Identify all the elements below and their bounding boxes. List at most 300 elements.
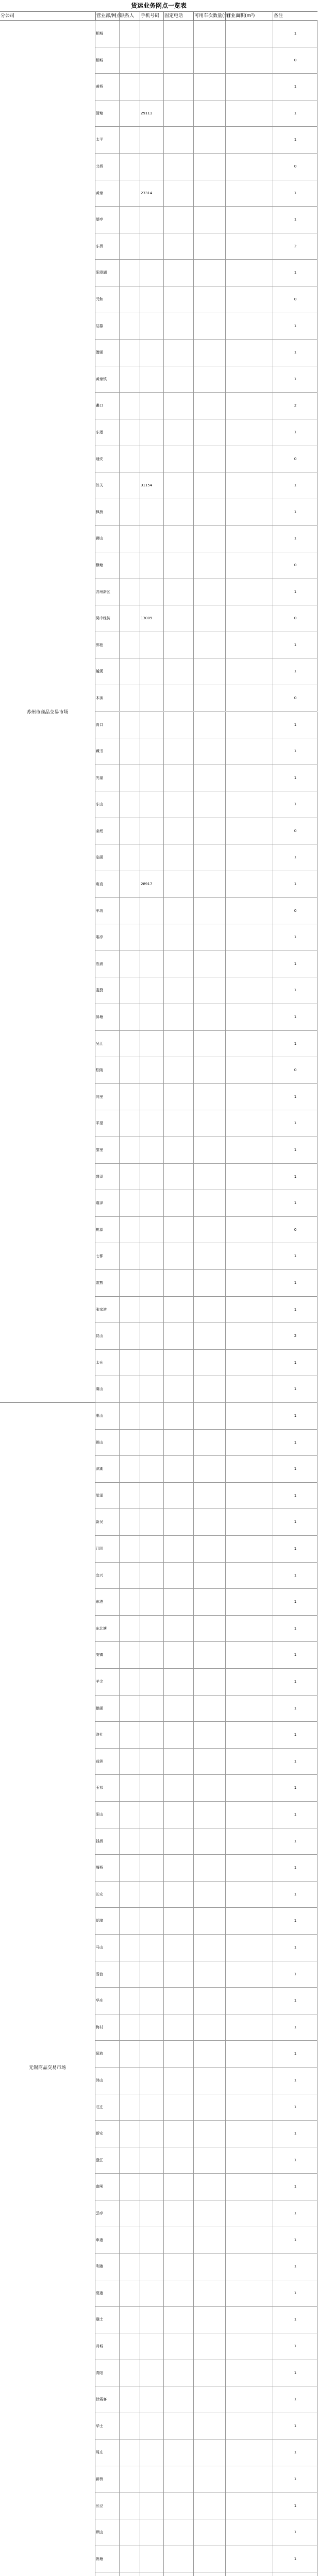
table-cell: 唯亭 — [96, 935, 103, 940]
table-cell — [193, 154, 225, 180]
table-cell: 安镇 — [96, 1653, 103, 1657]
table-cell — [225, 1642, 273, 1668]
table-cell — [140, 21, 163, 47]
table-row — [95, 1722, 317, 1749]
table-cell — [140, 1961, 163, 1988]
table-cell — [193, 685, 225, 711]
table-cell — [119, 313, 140, 340]
table-cell: 1 — [273, 2200, 317, 2227]
table-cell — [119, 1164, 140, 1190]
table-cell — [163, 446, 193, 472]
table-cell — [163, 419, 193, 446]
table-row — [95, 340, 317, 366]
table-cell — [119, 1669, 140, 1695]
table-cell — [119, 1882, 140, 1908]
table-cell — [140, 2253, 163, 2280]
table-cell: 1 — [273, 1696, 317, 1722]
table-cell — [163, 844, 193, 871]
table-row — [95, 260, 317, 286]
table-cell — [140, 844, 163, 871]
table-cell — [119, 712, 140, 738]
table-cell — [119, 579, 140, 605]
table-cell: 临湖 — [96, 855, 103, 860]
table-cell — [163, 2041, 193, 2067]
table-cell: 夏港 — [96, 2291, 103, 2295]
table-cell — [119, 552, 140, 579]
table-cell — [193, 632, 225, 658]
table-cell: 1 — [273, 2386, 317, 2413]
table-cell — [163, 2466, 193, 2493]
table-cell: 1 — [273, 1589, 317, 1615]
table-cell — [119, 2439, 140, 2466]
table-cell — [119, 2094, 140, 2121]
table-cell — [225, 791, 273, 818]
table-cell — [163, 100, 193, 127]
table-cell — [163, 738, 193, 765]
table-cell: 枫桥 — [96, 510, 103, 514]
table-cell: 1 — [273, 1802, 317, 1828]
table-cell — [225, 1190, 273, 1216]
header-contact: 联系人 — [119, 12, 140, 20]
table-row — [95, 1243, 317, 1270]
table-row — [95, 1509, 317, 1536]
table-row — [95, 1988, 317, 2014]
table-cell — [163, 2572, 193, 2576]
table-cell — [163, 2333, 193, 2360]
table-cell — [225, 2333, 273, 2360]
table-cell — [163, 1775, 193, 1801]
table-cell — [193, 2546, 225, 2572]
table-row — [95, 2572, 317, 2576]
table-cell — [193, 2493, 225, 2519]
table-cell — [163, 1509, 193, 1535]
table-cell: 0 — [273, 605, 317, 632]
table-row — [95, 951, 317, 978]
table-cell: 利港 — [96, 2264, 103, 2269]
table-cell — [163, 260, 193, 286]
table-cell: 漕湖 — [96, 350, 103, 355]
table-cell — [193, 2014, 225, 2041]
table-cell — [193, 844, 225, 871]
table-cell — [119, 1137, 140, 1163]
table-cell: 昆山 — [96, 1334, 103, 1338]
table-cell — [119, 2466, 140, 2493]
table-cell — [119, 127, 140, 153]
table-cell: 望亭 — [96, 217, 103, 222]
table-cell — [225, 2067, 273, 2094]
table-cell: 澄江 — [96, 2158, 103, 2162]
table-row — [95, 180, 317, 207]
table-cell — [119, 658, 140, 685]
table-cell — [163, 1828, 193, 1855]
table-cell — [225, 1270, 273, 1296]
table-cell: 1 — [273, 1403, 317, 1429]
table-cell — [163, 1376, 193, 1402]
table-cell — [193, 1350, 225, 1376]
table-cell — [193, 2041, 225, 2067]
table-cell — [163, 1217, 193, 1243]
table-cell — [193, 2147, 225, 2174]
table-cell: 浒关 — [96, 483, 103, 488]
table-cell — [193, 1855, 225, 1881]
table-cell: 洛社 — [96, 1733, 103, 1737]
table-cell — [193, 871, 225, 897]
table-cell — [225, 658, 273, 685]
table-cell — [140, 1802, 163, 1828]
table-cell — [225, 286, 273, 313]
table-cell — [193, 1243, 225, 1269]
table-cell — [119, 1217, 140, 1243]
table-row — [95, 1270, 317, 1297]
table-cell — [163, 286, 193, 313]
table-cell — [119, 340, 140, 366]
table-cell — [140, 579, 163, 605]
table-cell — [193, 1908, 225, 1934]
table-cell — [140, 1031, 163, 1057]
table-cell — [163, 1110, 193, 1137]
table-cell — [225, 393, 273, 419]
table-cell — [163, 977, 193, 1004]
table-row — [95, 1642, 317, 1669]
table-cell — [193, 2333, 225, 2360]
table-row — [95, 2333, 317, 2360]
table-cell — [225, 2439, 273, 2466]
table-cell: 华庄 — [96, 1998, 103, 2003]
table-row — [95, 2493, 317, 2520]
table-cell — [140, 340, 163, 366]
table-cell: 1 — [273, 1084, 317, 1110]
table-row — [95, 1802, 317, 1828]
table-cell — [225, 2386, 273, 2413]
table-cell: 周庄 — [96, 2450, 103, 2455]
table-cell — [140, 313, 163, 340]
table-cell — [193, 2360, 225, 2386]
table-cell: 1 — [273, 1297, 317, 1323]
table-cell — [225, 1110, 273, 1137]
table-cell — [119, 1031, 140, 1057]
table-cell — [225, 2519, 273, 2546]
table-cell — [193, 738, 225, 765]
table-cell — [119, 180, 140, 207]
table-cell — [225, 1563, 273, 1589]
table-cell — [193, 419, 225, 446]
table-cell — [163, 47, 193, 74]
table-cell — [225, 2466, 273, 2493]
table-cell — [193, 286, 225, 313]
table-cell: 1 — [273, 1376, 317, 1402]
table-cell — [140, 47, 163, 74]
table-cell — [193, 977, 225, 1004]
table-cell — [193, 1323, 225, 1349]
table-cell: 1 — [273, 791, 317, 818]
table-cell: 1 — [273, 1855, 317, 1881]
table-cell — [225, 1031, 273, 1057]
table-cell — [140, 1376, 163, 1402]
table-row — [95, 2014, 317, 2041]
table-row — [95, 1616, 317, 1642]
table-row — [95, 685, 317, 712]
table-cell: 1 — [273, 1164, 317, 1190]
table-cell — [193, 1376, 225, 1402]
table-cell — [225, 738, 273, 765]
table-cell — [163, 207, 193, 233]
table-cell — [193, 605, 225, 632]
table-cell — [225, 47, 273, 74]
table-cell — [140, 2227, 163, 2253]
table-cell: 元和 — [96, 297, 103, 301]
table-cell — [119, 1190, 140, 1216]
table-cell — [225, 1509, 273, 1535]
table-cell: 1 — [273, 1137, 317, 1163]
table-row — [95, 1403, 317, 1430]
table-cell — [119, 1828, 140, 1855]
table-cell: 东山 — [96, 802, 103, 807]
table-cell — [193, 260, 225, 286]
table-cell — [225, 2227, 273, 2253]
table-cell — [140, 1217, 163, 1243]
table-cell — [193, 1270, 225, 1296]
header-branch: 分公司 — [1, 13, 15, 19]
table-cell — [119, 2200, 140, 2227]
table-row — [95, 1217, 317, 1244]
table-cell — [140, 1057, 163, 1083]
table-cell — [225, 340, 273, 366]
header-vehicles: 可用车次数量(台) — [193, 12, 225, 20]
table-cell — [140, 2280, 163, 2307]
table-cell: 1 — [273, 1483, 317, 1509]
table-cell — [140, 2200, 163, 2227]
table-cell — [225, 2041, 273, 2067]
table-cell: 0 — [273, 1217, 317, 1243]
table-cell — [119, 1722, 140, 1748]
table-cell: 顾山 — [96, 2530, 103, 2535]
table-cell: 硕放 — [96, 2052, 103, 2056]
table-cell — [163, 1004, 193, 1030]
table-row — [95, 605, 317, 632]
table-cell — [140, 2466, 163, 2493]
table-row — [95, 2546, 317, 2573]
table-cell: 狮山 — [96, 536, 103, 541]
table-cell — [163, 632, 193, 658]
table-cell: 太平 — [96, 138, 103, 142]
table-cell: 越溪 — [96, 669, 103, 674]
table-cell: 南闸 — [96, 2184, 103, 2189]
table-cell — [225, 499, 273, 526]
table-cell — [225, 446, 273, 472]
table-cell — [163, 1137, 193, 1163]
table-cell: 太仓 — [96, 1360, 103, 1365]
table-cell — [193, 579, 225, 605]
table-cell: 1 — [273, 526, 317, 552]
table-cell — [140, 393, 163, 419]
table-cell — [119, 260, 140, 286]
table-cell — [119, 977, 140, 1004]
table-cell — [225, 1243, 273, 1269]
table-cell — [163, 180, 193, 207]
table-cell — [225, 924, 273, 951]
table-row — [95, 1696, 317, 1722]
table-cell — [225, 2253, 273, 2280]
table-cell — [193, 2174, 225, 2200]
table-cell: 胡埭 — [96, 1919, 103, 1923]
table-cell: 1 — [273, 2147, 317, 2174]
table-cell: 1 — [273, 2493, 317, 2519]
table-cell: 梅村 — [96, 2025, 103, 2029]
table-cell — [193, 233, 225, 260]
table-cell: 阳山 — [96, 1812, 103, 1817]
table-cell: 云亭 — [96, 2211, 103, 2215]
table-cell — [193, 898, 225, 924]
table-cell — [163, 1190, 193, 1216]
table-cell — [119, 419, 140, 446]
table-cell — [119, 844, 140, 871]
table-cell — [119, 738, 140, 765]
table-cell — [225, 605, 273, 632]
table-cell: 吴江 — [96, 1041, 103, 1046]
table-cell — [225, 1961, 273, 1988]
table-cell — [140, 260, 163, 286]
table-cell: 2 — [273, 393, 317, 419]
table-cell — [225, 1722, 273, 1748]
table-row — [95, 2519, 317, 2546]
table-cell: 祝塘 — [96, 2556, 103, 2561]
table-cell — [225, 1988, 273, 2014]
table-cell: 13009 — [140, 605, 163, 632]
table-cell: 1 — [273, 1536, 317, 1562]
table-cell: 1 — [273, 74, 317, 100]
table-cell — [119, 1935, 140, 1961]
table-cell — [193, 1509, 225, 1535]
table-cell — [140, 2307, 163, 2333]
table-cell: 长安 — [96, 1892, 103, 1896]
table-cell — [140, 2493, 163, 2519]
table-cell: 羊尖 — [96, 1680, 103, 1684]
table-cell — [140, 1775, 163, 1801]
table-cell — [163, 579, 193, 605]
table-cell — [163, 658, 193, 685]
table-cell — [119, 1323, 140, 1349]
table-cell — [193, 1190, 225, 1216]
table-cell — [193, 818, 225, 844]
table-cell — [225, 233, 273, 260]
table-cell: 雪浪 — [96, 1972, 103, 1976]
table-cell — [163, 765, 193, 791]
table-cell — [163, 313, 193, 340]
table-cell: 1 — [273, 1616, 317, 1642]
table-cell — [193, 127, 225, 153]
table-cell: 桃源 — [96, 1227, 103, 1232]
table-cell — [225, 1536, 273, 1562]
table-cell — [225, 2493, 273, 2519]
table-cell — [140, 1616, 163, 1642]
table-cell — [193, 207, 225, 233]
table-cell — [225, 1084, 273, 1110]
table-row — [95, 1589, 317, 1616]
table-body — [0, 21, 317, 2576]
table-row — [95, 154, 317, 180]
table-cell: 1 — [273, 738, 317, 765]
table-cell: 1 — [273, 1961, 317, 1988]
table-cell — [193, 1828, 225, 1855]
table-cell — [193, 446, 225, 472]
table-cell — [163, 499, 193, 526]
table-row — [95, 1669, 317, 1696]
table-cell — [140, 1483, 163, 1509]
table-cell: 1 — [273, 1509, 317, 1535]
table-cell — [225, 2174, 273, 2200]
table-cell: 鹅湖 — [96, 1706, 103, 1710]
table-cell — [119, 2307, 140, 2333]
table-cell — [119, 924, 140, 951]
table-cell — [119, 1297, 140, 1323]
table-cell — [163, 1297, 193, 1323]
table-cell — [225, 526, 273, 552]
table-row — [95, 1004, 317, 1031]
table-cell — [119, 1563, 140, 1589]
table-cell — [140, 1297, 163, 1323]
table-row — [95, 898, 317, 925]
table-cell — [225, 207, 273, 233]
table-cell — [163, 1430, 193, 1456]
table-cell — [193, 1802, 225, 1828]
table-cell — [193, 1961, 225, 1988]
table-cell — [193, 1642, 225, 1668]
table-cell — [225, 2546, 273, 2572]
table-cell — [163, 2174, 193, 2200]
table-cell: 璜土 — [96, 2317, 103, 2322]
table-cell — [193, 1722, 225, 1748]
table-cell — [193, 1775, 225, 1801]
table-cell — [140, 2386, 163, 2413]
table-cell — [119, 2014, 140, 2041]
table-cell — [140, 2014, 163, 2041]
table-cell — [225, 1802, 273, 1828]
table-cell — [140, 1722, 163, 1748]
table-cell — [140, 1669, 163, 1695]
table-cell — [193, 1988, 225, 2014]
table-cell — [193, 74, 225, 100]
table-cell: 1 — [273, 871, 317, 897]
table-cell — [163, 2094, 193, 2121]
table-cell — [140, 2546, 163, 2572]
table-cell — [119, 1696, 140, 1722]
table-cell — [193, 2307, 225, 2333]
table-cell — [225, 1323, 273, 1349]
table-cell: 1 — [273, 2094, 317, 2121]
branch-name: 苏州市商品交易市场 — [0, 21, 95, 1402]
table-cell — [193, 47, 225, 74]
table-cell — [163, 340, 193, 366]
table-cell: 2 — [273, 233, 317, 260]
table-cell: 0 — [273, 685, 317, 711]
table-cell — [163, 2121, 193, 2147]
table-row — [95, 526, 317, 552]
table-cell — [140, 1908, 163, 1934]
table-cell — [225, 1882, 273, 1908]
table-cell — [225, 100, 273, 127]
table-cell — [225, 1828, 273, 1855]
table-cell — [193, 791, 225, 818]
table-cell — [163, 1908, 193, 1934]
table-cell — [193, 2572, 225, 2576]
table-cell — [193, 1456, 225, 1482]
table-cell — [225, 366, 273, 393]
table-cell: 0 — [273, 446, 317, 472]
table-cell — [119, 21, 140, 47]
table-cell: 1 — [273, 2439, 317, 2466]
table-cell — [225, 2307, 273, 2333]
table-cell — [140, 233, 163, 260]
